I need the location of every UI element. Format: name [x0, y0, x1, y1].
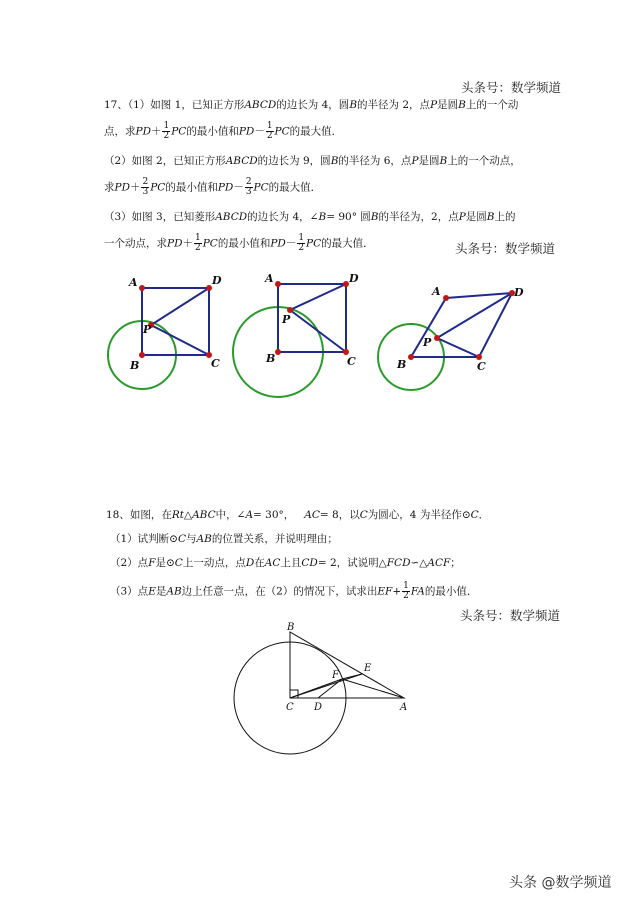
- label-d-fig18: D: [314, 702, 323, 713]
- label-f-fig18: F: [332, 670, 339, 681]
- label-p-fig1: P: [143, 323, 152, 336]
- label-a-fig1: A: [129, 276, 138, 289]
- fraction-two-thirds: $\frac{2}{3}$: [142, 177, 149, 197]
- label-a-fig2: A: [265, 272, 274, 285]
- watermark-2: 头条号：数学频道: [455, 241, 556, 256]
- segments-pd-pc-fig1: [151, 288, 209, 355]
- point-b-fig3: [408, 354, 414, 360]
- point-a-fig2: [275, 281, 281, 287]
- fraction-one-half: $\frac{1}{2}$: [298, 233, 305, 253]
- point-b-fig2: [275, 349, 281, 355]
- watermark-3: 头条号：数学频道: [460, 608, 561, 623]
- q17-line-3: （2）如图 2，已知正方形ABCD的边长为 9，圆B的半径为 6，点P是圆B上的一个动点，: [104, 155, 521, 167]
- label-a-fig3: A: [432, 285, 441, 298]
- segment-fa: [342, 679, 404, 698]
- label-a-fig18: A: [400, 702, 408, 713]
- point-p-fig3: [434, 335, 440, 341]
- q17-line-4: 求PD＋ $\frac{2}{3}$ PC的最小值和PD－ $\frac{2}{3}$ PC的最大值．: [104, 177, 322, 197]
- label-c-fig3: C: [477, 360, 486, 373]
- point-b-fig1: [139, 352, 145, 358]
- label-c-fig18: C: [286, 702, 294, 713]
- label-b-fig1: B: [130, 359, 140, 372]
- triangle-abc: [290, 632, 404, 698]
- point-a-fig3: [443, 295, 449, 301]
- fraction-one-half: $\frac{1}{2}$: [266, 121, 273, 141]
- q17-line-1: 17、（1）如图 1，已知正方形ABCD的边长为 4，圆B的半径为 2，点P是圆B上的一个动: [104, 99, 519, 111]
- fraction-one-half: $\frac{1}{2}$: [194, 233, 201, 253]
- segments-pd-pc-fig2: [290, 284, 346, 352]
- label-d-fig3: D: [514, 286, 524, 299]
- q17-number: 17、: [104, 99, 128, 111]
- watermark-1: 头条号：数学频道: [461, 80, 562, 95]
- q18-line-1: 18、如图，在Rt△ABC中，∠A= 30°， AC= 8，以C为圆心，4 为半径作⊙C．: [106, 509, 490, 521]
- label-p-fig3: P: [423, 336, 432, 349]
- figure-3: [378, 285, 524, 390]
- label-b-fig3: B: [397, 358, 407, 371]
- fraction-two-thirds: $\frac{2}{3}$: [245, 177, 252, 197]
- label-e-fig18: E: [364, 663, 372, 674]
- label-d-fig2: D: [349, 272, 359, 285]
- label-b-fig2: B: [266, 352, 276, 365]
- segments-pd-pc-fig3: [437, 293, 512, 357]
- q17-line-2: 点，求PD＋ $\frac{1}{2}$ PC的最小值和PD－ $\frac{1}{2}$ PC的最大值．: [104, 121, 343, 141]
- label-c-fig2: C: [347, 355, 356, 368]
- q17-line-6: 一个动点，求PD＋ $\frac{1}{2}$ PC的最小值和PD－ $\frac{1}{2}$ PC的最大值．: [104, 233, 374, 253]
- q17-line-5: （3）如图 3，已知菱形ABCD的边长为 4，∠B= 90° 圆B的半径为，2，点P是圆B上的: [104, 211, 516, 223]
- point-a-fig1: [139, 285, 145, 291]
- label-d-fig1: D: [212, 274, 222, 287]
- fraction-one-half: $\frac{1}{2}$: [403, 581, 409, 601]
- q18-number: 18、: [106, 509, 130, 521]
- q18-figure: [0, 620, 640, 760]
- figure-2: [233, 272, 359, 397]
- q18-line-2: （1）试判断⊙C与AB的位置关系，并说明理由；: [110, 533, 338, 545]
- footer-source: 头条 @数学频道: [509, 875, 612, 891]
- figure-1: [108, 274, 222, 389]
- label-p-fig2: P: [282, 313, 291, 326]
- q18-line-3: （2）点F是⊙C上一动点，点D在AC上且CD= 2，试说明△FCD∽△ACF；: [110, 557, 461, 569]
- label-c-fig1: C: [211, 357, 220, 370]
- q18-line-4: （3）点E是AB边上任意一点，在（2）的情况下，试求出EF+ $\frac{1}{2}$ FA的最小值．: [110, 581, 478, 601]
- label-b-fig18: B: [287, 622, 295, 633]
- fraction-one-half: $\frac{1}{2}$: [163, 121, 170, 141]
- q17-figures: [0, 260, 640, 400]
- segment-ce: [290, 674, 362, 698]
